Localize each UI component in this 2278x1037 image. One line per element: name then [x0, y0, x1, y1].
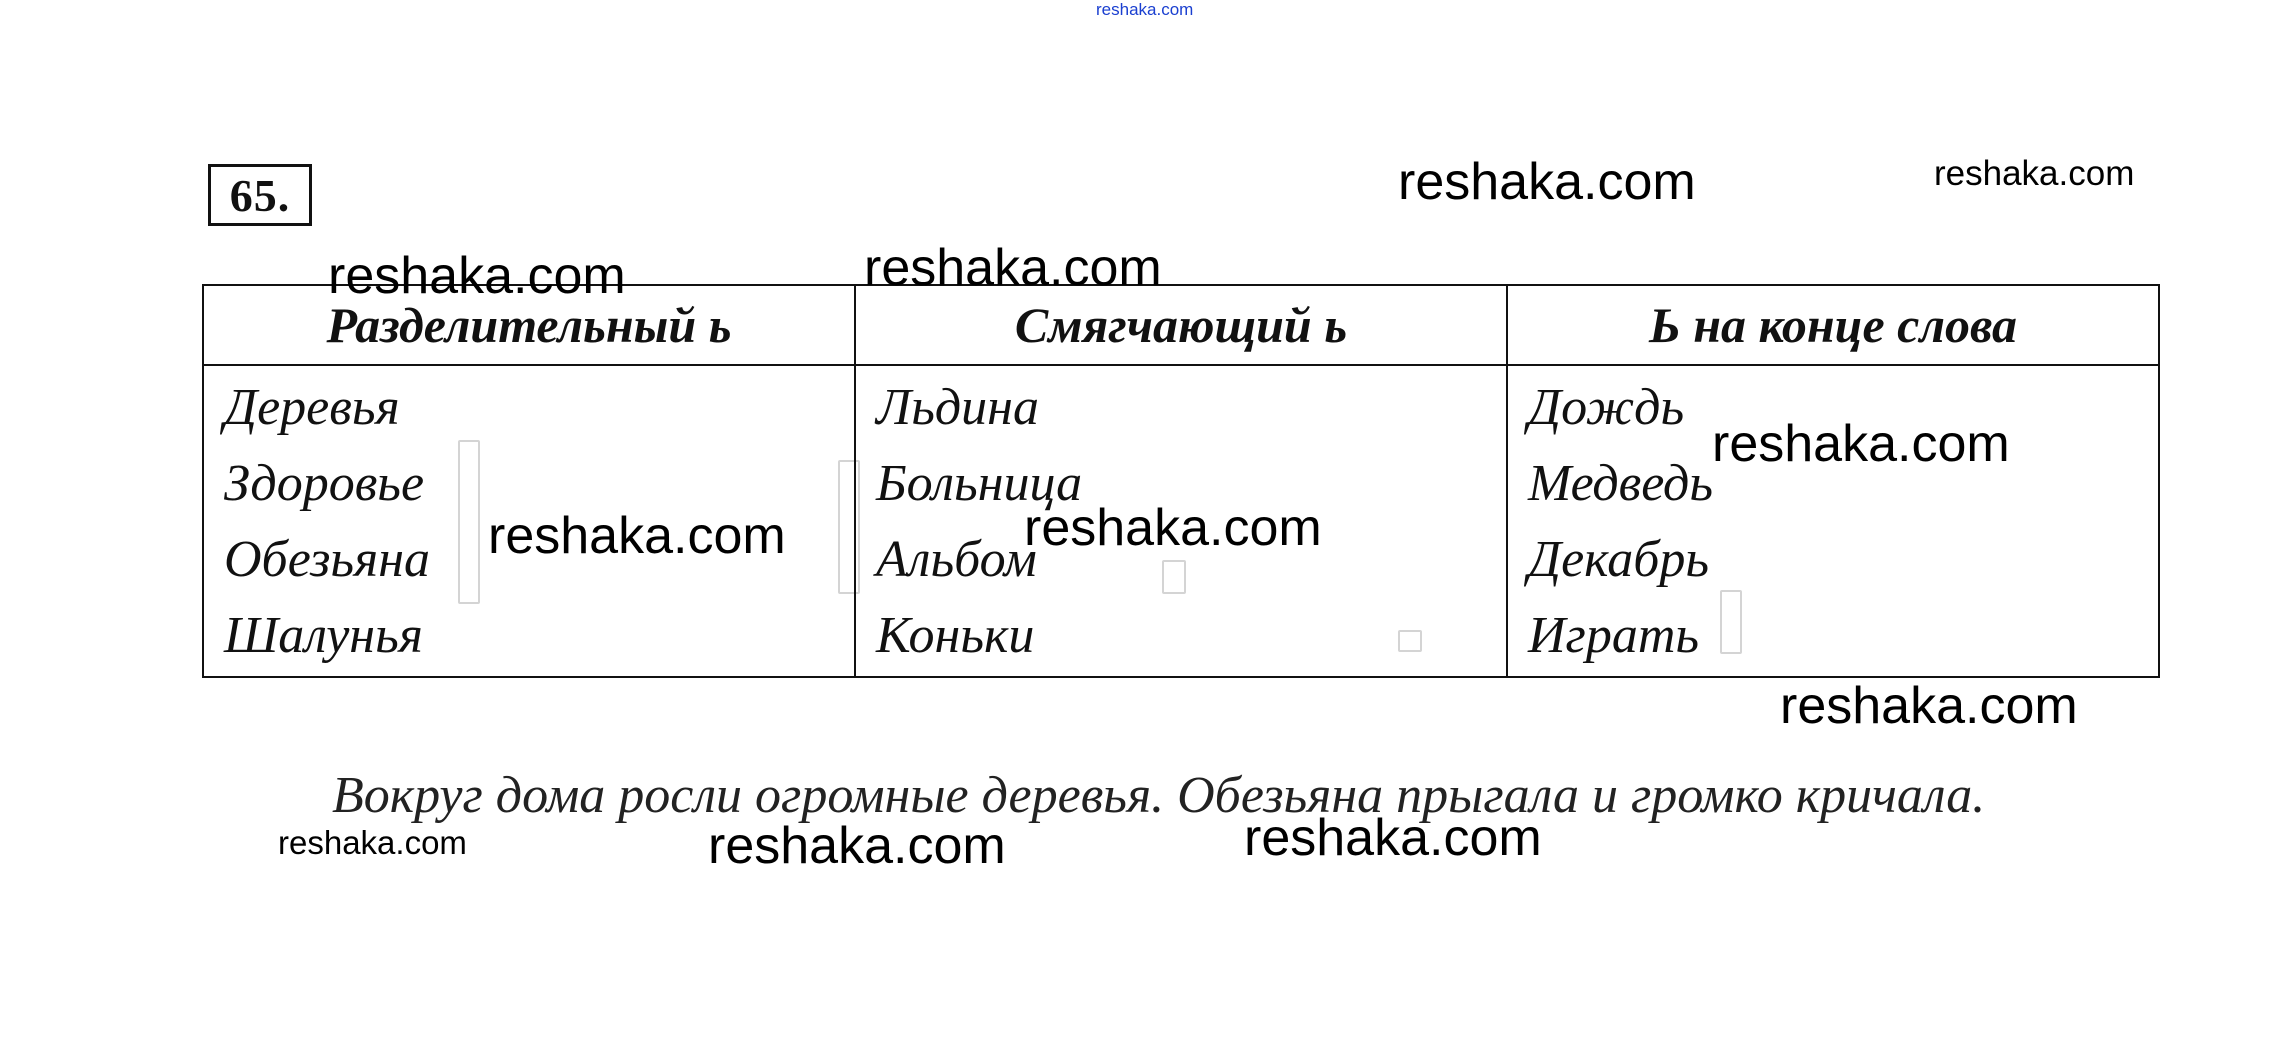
header-separating-soft-sign: Разделительный ь: [203, 285, 855, 365]
list-item: Медведь: [1528, 455, 1713, 512]
watermark-text: reshaka.com: [1244, 809, 1542, 867]
list-item: Здоровье: [224, 455, 425, 512]
watermark-text: reshaka.com: [328, 247, 626, 305]
watermark-text: reshaka.com: [1712, 415, 2010, 473]
soft-sign-table: [202, 284, 2160, 678]
header-softening-soft-sign: Смягчающий ь: [855, 285, 1507, 365]
watermark-text: reshaka.com: [864, 239, 1162, 297]
list-item: Льдина: [876, 379, 1039, 436]
list-item: Шалунья: [224, 607, 423, 664]
watermark-text: reshaka.com: [1398, 153, 1696, 211]
watermark-text: reshaka.com: [1780, 677, 2078, 735]
exercise-number: 65.: [208, 164, 312, 226]
watermark-text: reshaka.com: [278, 824, 467, 861]
list-item: Альбом: [876, 531, 1037, 588]
header-soft-sign-word-end: Ь на конце слова: [1507, 285, 2159, 365]
list-item: Коньки: [876, 607, 1035, 664]
list-item: Играть: [1528, 607, 1700, 664]
top-watermark-link[interactable]: reshaka.com: [1096, 0, 1194, 19]
watermark-text: reshaka.com: [1934, 154, 2135, 193]
list-item: Декабрь: [1528, 531, 1710, 588]
list-item: Обезьяна: [224, 531, 431, 588]
column-word-end-words: [1507, 365, 2159, 677]
list-item: Деревья: [224, 379, 400, 436]
list-item: Дождь: [1528, 379, 1685, 436]
watermark-text: reshaka.com: [1024, 499, 1322, 557]
list-item: Больница: [876, 455, 1083, 512]
watermark-text: reshaka.com: [488, 507, 786, 565]
example-sentence: Вокруг дома росли огромные деревья. Обезьяна прыгала и громко кричала.: [332, 767, 1986, 824]
watermark-text: reshaka.com: [708, 817, 1006, 875]
